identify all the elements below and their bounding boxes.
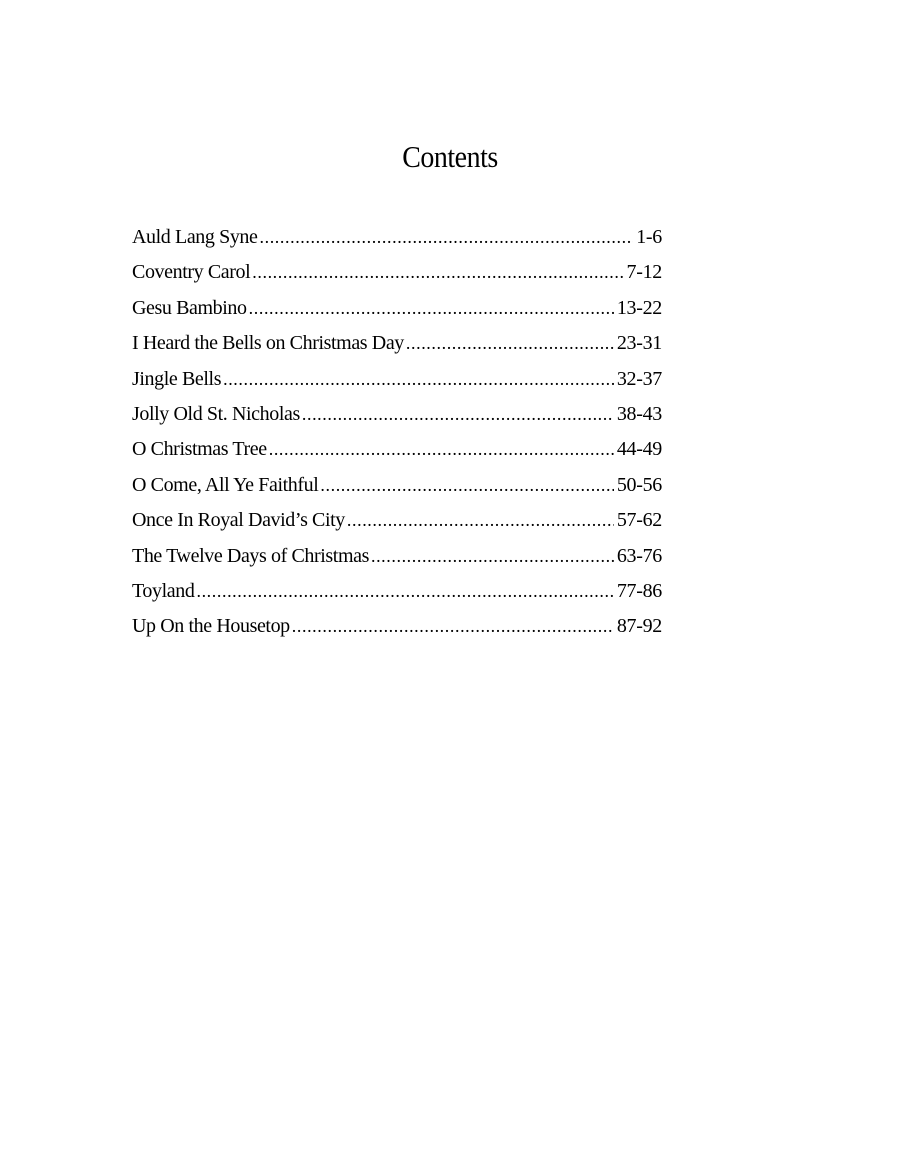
toc-entry-pages: 77-86 — [616, 579, 662, 602]
toc-dot-leader — [406, 329, 614, 357]
toc-entry-pages: 13-22 — [616, 296, 662, 319]
toc-entry — [132, 329, 662, 364]
toc-entry — [132, 365, 662, 400]
toc-entry — [132, 577, 662, 612]
toc-entry — [132, 612, 662, 647]
toc-dot-leader — [347, 506, 614, 534]
toc-entry — [132, 400, 662, 435]
toc-entry-title: Once In Royal David’s City — [132, 509, 345, 532]
toc-entry — [132, 258, 662, 293]
toc-entry-pages: 1-6 — [636, 226, 662, 248]
toc-entry-title: Jolly Old St. Nicholas — [132, 402, 300, 425]
toc-entry-pages: 7-12 — [626, 261, 662, 284]
table-of-contents — [132, 223, 662, 648]
toc-entry-pages: 23-31 — [616, 332, 662, 355]
toc-dot-leader — [252, 258, 623, 286]
toc-entry — [132, 223, 662, 258]
toc-entry-pages: 44-49 — [616, 438, 662, 461]
toc-dot-leader — [302, 400, 614, 428]
toc-entry-pages: 38-43 — [616, 402, 662, 425]
toc-entry — [132, 542, 662, 577]
toc-entry — [132, 471, 662, 506]
toc-dot-leader — [269, 435, 614, 463]
toc-entry-title: O Christmas Tree — [132, 438, 267, 461]
toc-entry-title: O Come, All Ye Faithful — [132, 473, 319, 496]
toc-entry-title: Gesu Bambino — [132, 296, 247, 319]
toc-dot-leader — [320, 471, 613, 499]
toc-entry-title: Up On the Housetop — [132, 615, 290, 638]
toc-entry-title: I Heard the Bells on Christmas Day — [132, 332, 404, 355]
toc-dot-leader — [292, 612, 614, 640]
toc-dot-leader — [196, 577, 613, 605]
toc-entry-pages: 87-92 — [616, 615, 662, 638]
toc-dot-leader — [371, 542, 614, 570]
toc-entry — [132, 435, 662, 470]
toc-entry-pages: 63-76 — [616, 544, 662, 567]
toc-dot-leader — [260, 223, 634, 251]
toc-entry-title: Coventry Carol — [132, 261, 251, 284]
toc-dot-leader — [223, 365, 614, 393]
toc-entry-title: The Twelve Days of Christmas — [132, 544, 369, 567]
toc-entry — [132, 506, 662, 541]
toc-dot-leader — [249, 294, 614, 322]
toc-entry-pages: 50-56 — [616, 473, 662, 496]
toc-entry-title: Toyland — [132, 579, 195, 602]
toc-entry-title: Jingle Bells — [132, 367, 222, 390]
toc-entry — [132, 294, 662, 329]
toc-entry-title: Auld Lang Syne — [132, 226, 258, 248]
page-title: Contents — [402, 139, 498, 174]
toc-entry-pages: 32-37 — [616, 367, 662, 390]
toc-entry-pages: 57-62 — [616, 509, 662, 532]
